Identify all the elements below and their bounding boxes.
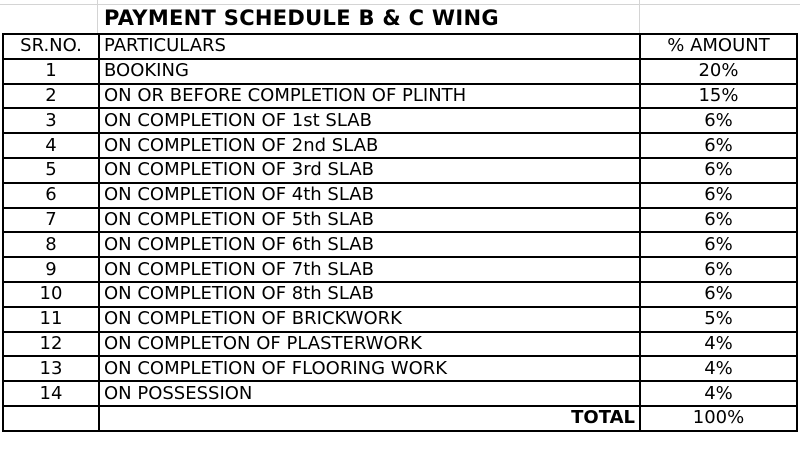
table-row: [3, 108, 797, 133]
particulars-cell[interactable]: ON COMPLETION OF 4th SLAB: [99, 183, 640, 208]
table-row: [3, 133, 797, 158]
particulars-cell[interactable]: ON COMPLETION OF 7th SLAB: [99, 257, 640, 282]
particulars-cell[interactable]: ON COMPLETION OF 6th SLAB: [99, 232, 640, 257]
particulars-cell[interactable]: ON COMPLETION OF 8th SLAB: [99, 282, 640, 307]
sr-no-cell[interactable]: 9: [3, 257, 99, 282]
amount-cell[interactable]: 6%: [640, 232, 797, 257]
table-row: [3, 183, 797, 208]
particulars-cell[interactable]: ON COMPLETION OF 5th SLAB: [99, 208, 640, 233]
sr-no-cell[interactable]: 14: [3, 381, 99, 406]
table-row: [3, 84, 797, 109]
sr-no-cell[interactable]: 4: [3, 133, 99, 158]
particulars-cell[interactable]: ON COMPLETION OF 1st SLAB: [99, 108, 640, 133]
grid-line: [97, 0, 98, 34]
amount-cell[interactable]: 4%: [640, 381, 797, 406]
table-row: [3, 59, 797, 84]
total-label[interactable]: TOTAL: [99, 406, 640, 431]
grid-line: [639, 0, 640, 34]
sr-no-cell[interactable]: 11: [3, 307, 99, 332]
header-row: [3, 34, 797, 59]
particulars-cell[interactable]: ON POSSESSION: [99, 381, 640, 406]
amount-cell[interactable]: 15%: [640, 84, 797, 109]
particulars-cell[interactable]: ON OR BEFORE COMPLETION OF PLINTH: [99, 84, 640, 109]
amount-cell[interactable]: 6%: [640, 108, 797, 133]
sr-no-cell[interactable]: 1: [3, 59, 99, 84]
amount-cell[interactable]: 6%: [640, 257, 797, 282]
empty-cell[interactable]: [3, 406, 99, 431]
amount-cell[interactable]: 6%: [640, 282, 797, 307]
particulars-cell[interactable]: ON COMPLETON OF PLASTERWORK: [99, 332, 640, 357]
sheet-title: PAYMENT SCHEDULE B & C WING: [104, 6, 499, 30]
amount-cell[interactable]: 4%: [640, 332, 797, 357]
table-row: [3, 257, 797, 282]
sr-no-cell[interactable]: 13: [3, 356, 99, 381]
total-amount[interactable]: 100%: [640, 406, 797, 431]
sr-no-cell[interactable]: 5: [3, 158, 99, 183]
total-row: [3, 406, 797, 431]
sr-no-cell[interactable]: 12: [3, 332, 99, 357]
particulars-cell[interactable]: ON COMPLETION OF BRICKWORK: [99, 307, 640, 332]
sr-no-cell[interactable]: 10: [3, 282, 99, 307]
particulars-cell[interactable]: ON COMPLETION OF 3rd SLAB: [99, 158, 640, 183]
table-row: [3, 208, 797, 233]
amount-cell[interactable]: 6%: [640, 158, 797, 183]
sr-no-cell[interactable]: 3: [3, 108, 99, 133]
particulars-cell[interactable]: BOOKING: [99, 59, 640, 84]
table-row: [3, 158, 797, 183]
table-row: [3, 232, 797, 257]
amount-cell[interactable]: 6%: [640, 133, 797, 158]
header-particulars[interactable]: PARTICULARS: [99, 34, 640, 59]
table-row: [3, 381, 797, 406]
particulars-cell[interactable]: ON COMPLETION OF FLOORING WORK: [99, 356, 640, 381]
sr-no-cell[interactable]: 2: [3, 84, 99, 109]
header-amount[interactable]: % AMOUNT: [640, 34, 797, 59]
sr-no-cell[interactable]: 6: [3, 183, 99, 208]
header-sr-no[interactable]: SR.NO.: [3, 34, 99, 59]
amount-cell[interactable]: 5%: [640, 307, 797, 332]
table-row: [3, 356, 797, 381]
sr-no-cell[interactable]: 8: [3, 232, 99, 257]
amount-cell[interactable]: 6%: [640, 183, 797, 208]
table-row: [3, 307, 797, 332]
amount-cell[interactable]: 4%: [640, 356, 797, 381]
amount-cell[interactable]: 20%: [640, 59, 797, 84]
particulars-cell[interactable]: ON COMPLETION OF 2nd SLAB: [99, 133, 640, 158]
amount-cell[interactable]: 6%: [640, 208, 797, 233]
payment-schedule-table: [2, 33, 798, 432]
table-row: [3, 282, 797, 307]
sr-no-cell[interactable]: 7: [3, 208, 99, 233]
table-row: [3, 332, 797, 357]
